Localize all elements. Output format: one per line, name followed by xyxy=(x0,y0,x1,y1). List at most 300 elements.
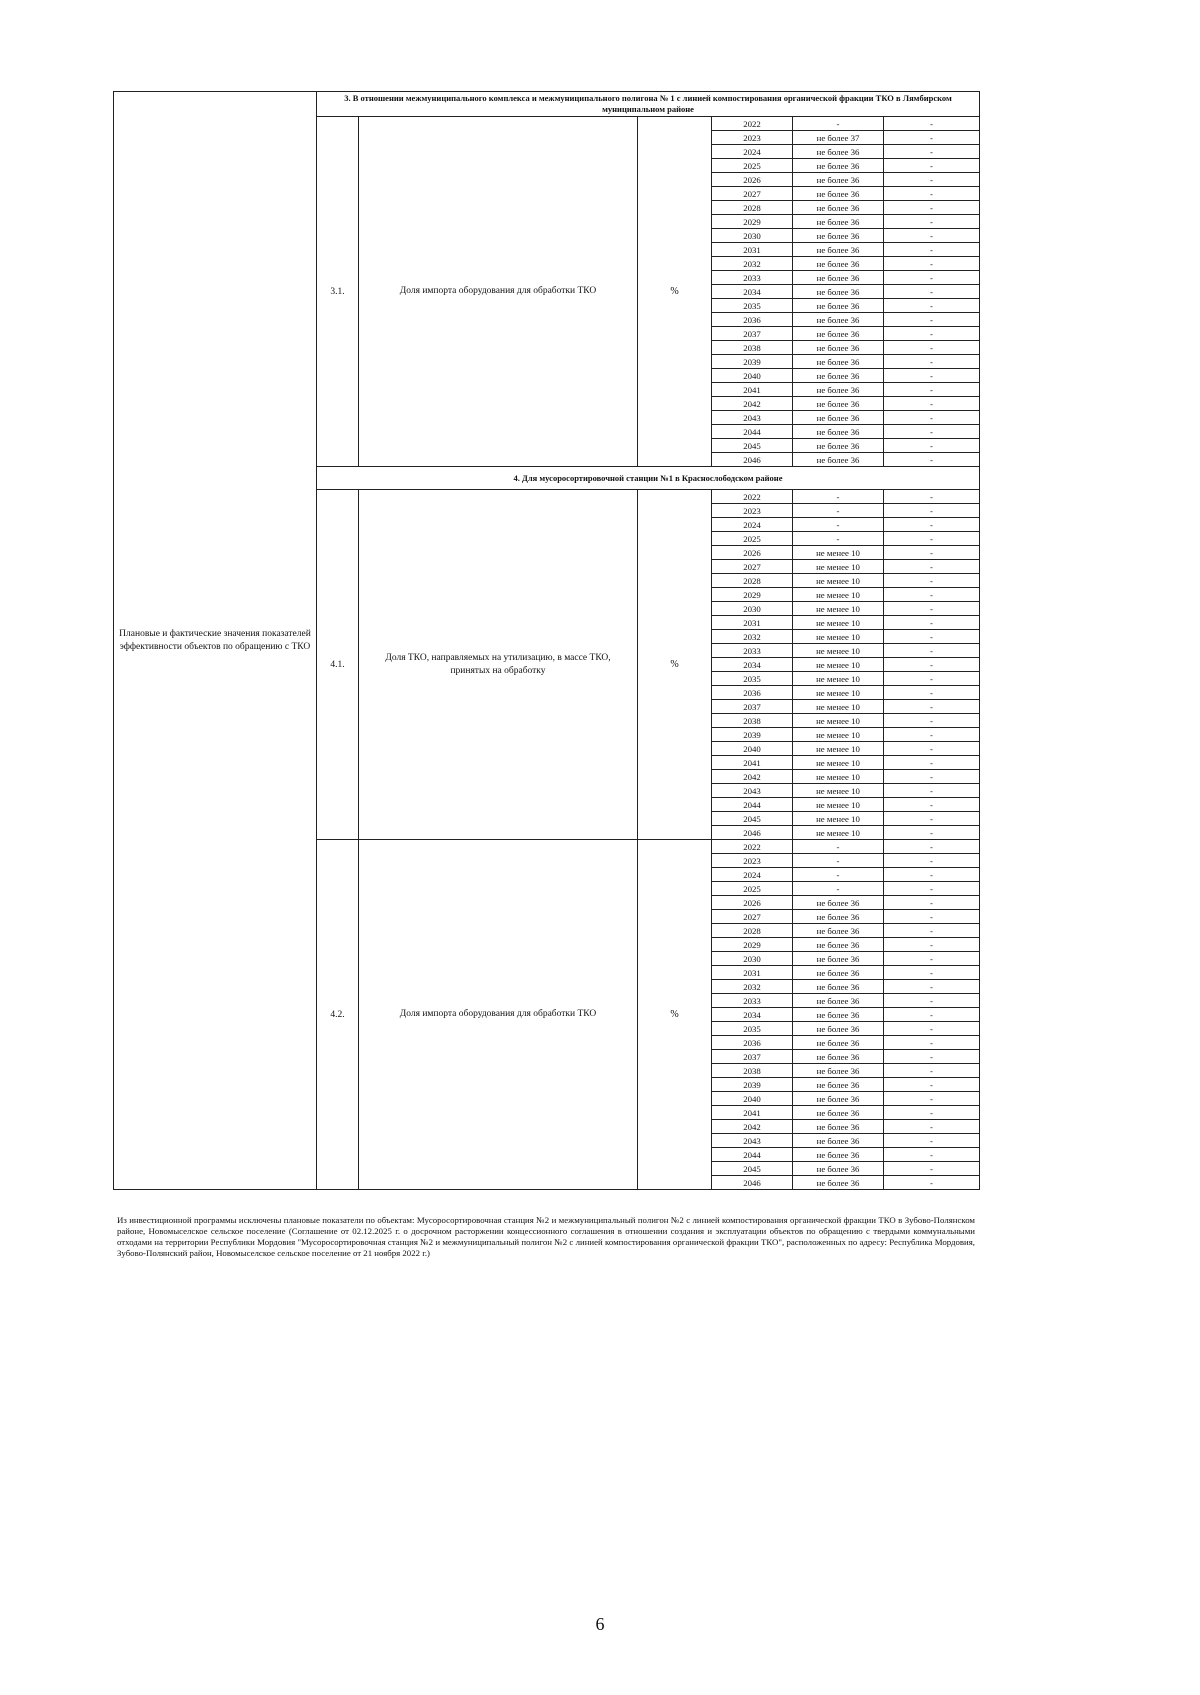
year-cell: 2040 xyxy=(712,742,793,756)
year-row xyxy=(712,439,979,453)
plan-value-cell: не более 36 xyxy=(793,952,884,966)
fact-value-cell: - xyxy=(884,145,980,159)
year-row xyxy=(712,798,979,812)
plan-value-cell: не более 36 xyxy=(793,1162,884,1176)
year-row xyxy=(712,700,979,714)
year-cell: 2031 xyxy=(712,243,793,257)
year-cell: 2045 xyxy=(712,812,793,826)
plan-value-cell: не более 36 xyxy=(793,313,884,327)
year-cell: 2045 xyxy=(712,1162,793,1176)
footnote: Из инвестиционной программы исключены плановые показатели по объектам: Мусоросортировочная станция №2 и межмуниципальный полигон №2 с линией компостирования органической фракции ТКО в Зубово-Полянском районе, Новомыселское сельское поселение (Соглашение от 02.12.2025 г. о досрочном расторжении концессионного соглашения в отношении создания и эксплуатации объектов по обращению с твердыми коммунальными отходами на территории Республики Мордовия "Мусоросортировочная станция №2 и межмуниципальный полигон №2 с линией компостирования органической фракции ТКО", расположенных по адресу: Республика Мордовия, Зубово-Полянский район, Новомыселское сельское поселение от 21 ноября 2022 г.) xyxy=(117,1215,975,1258)
fact-value-cell: - xyxy=(884,201,980,215)
fact-value-cell: - xyxy=(884,1120,980,1134)
fact-value-cell: - xyxy=(884,490,980,504)
year-cell: 2031 xyxy=(712,616,793,630)
year-cell: 2041 xyxy=(712,1106,793,1120)
year-row xyxy=(712,229,979,243)
year-row xyxy=(712,588,979,602)
plan-value-cell: не менее 10 xyxy=(793,616,884,630)
plan-value-cell: не более 36 xyxy=(793,173,884,187)
year-values-table xyxy=(712,490,979,839)
year-cell: 2039 xyxy=(712,728,793,742)
year-row xyxy=(712,714,979,728)
fact-value-cell: - xyxy=(884,672,980,686)
year-row xyxy=(712,518,979,532)
year-cell: 2024 xyxy=(712,145,793,159)
plan-value-cell: не более 36 xyxy=(793,355,884,369)
year-row xyxy=(712,490,979,504)
fact-value-cell: - xyxy=(884,994,980,1008)
year-row xyxy=(712,616,979,630)
plan-value-cell: не менее 10 xyxy=(793,546,884,560)
fact-value-cell: - xyxy=(884,602,980,616)
year-row xyxy=(712,658,979,672)
indicator-number: 3.1. xyxy=(317,117,359,467)
plan-value-cell: не более 36 xyxy=(793,1036,884,1050)
indicator-unit: % xyxy=(638,117,712,467)
fact-value-cell: - xyxy=(884,574,980,588)
year-row xyxy=(712,1036,979,1050)
year-row xyxy=(712,938,979,952)
year-row xyxy=(712,770,979,784)
year-row xyxy=(712,173,979,187)
year-row xyxy=(712,383,979,397)
fact-value-cell: - xyxy=(884,243,980,257)
plan-value-cell: не менее 10 xyxy=(793,770,884,784)
year-row xyxy=(712,952,979,966)
fact-value-cell: - xyxy=(884,644,980,658)
year-cell: 2037 xyxy=(712,700,793,714)
plan-value-cell: не менее 10 xyxy=(793,686,884,700)
fact-value-cell: - xyxy=(884,313,980,327)
plan-value-cell: не более 36 xyxy=(793,187,884,201)
year-row xyxy=(712,1050,979,1064)
fact-value-cell: - xyxy=(884,131,980,145)
year-cell: 2026 xyxy=(712,896,793,910)
plan-value-cell: - xyxy=(793,882,884,896)
plan-value-cell: не более 36 xyxy=(793,383,884,397)
year-row xyxy=(712,602,979,616)
plan-value-cell: не менее 10 xyxy=(793,700,884,714)
year-cell: 2023 xyxy=(712,504,793,518)
year-cell: 2027 xyxy=(712,910,793,924)
year-cell: 2037 xyxy=(712,327,793,341)
year-row xyxy=(712,532,979,546)
year-cell: 2037 xyxy=(712,1050,793,1064)
page-number: 6 xyxy=(595,1614,605,1634)
fact-value-cell: - xyxy=(884,117,980,131)
fact-value-cell: - xyxy=(884,896,980,910)
year-row xyxy=(712,215,979,229)
year-row xyxy=(712,313,979,327)
indicator-unit: % xyxy=(638,490,712,840)
plan-value-cell: не более 36 xyxy=(793,397,884,411)
plan-value-cell: - xyxy=(793,490,884,504)
year-row xyxy=(712,341,979,355)
fact-value-cell: - xyxy=(884,1148,980,1162)
plan-value-cell: - xyxy=(793,854,884,868)
year-cell: 2041 xyxy=(712,383,793,397)
year-row xyxy=(712,257,979,271)
year-row xyxy=(712,784,979,798)
fact-value-cell: - xyxy=(884,630,980,644)
fact-value-cell: - xyxy=(884,868,980,882)
plan-value-cell: не менее 10 xyxy=(793,798,884,812)
year-cell: 2025 xyxy=(712,882,793,896)
year-cell: 2038 xyxy=(712,341,793,355)
plan-value-cell: не менее 10 xyxy=(793,588,884,602)
year-row xyxy=(712,910,979,924)
section-3-title: 3. В отношении межмуниципального комплекса и межмуниципального полигона № 1 с линией компостирования органической фракции ТКО в Лямбирском муниципальном районе xyxy=(317,92,980,117)
plan-value-cell: не менее 10 xyxy=(793,644,884,658)
section-3-header-row xyxy=(114,92,980,117)
year-row xyxy=(712,187,979,201)
year-row xyxy=(712,327,979,341)
fact-value-cell: - xyxy=(884,439,980,453)
plan-value-cell: не менее 10 xyxy=(793,602,884,616)
year-cell: 2033 xyxy=(712,994,793,1008)
plan-value-cell: не более 36 xyxy=(793,453,884,467)
plan-value-cell: - xyxy=(793,532,884,546)
fact-value-cell: - xyxy=(884,215,980,229)
year-row xyxy=(712,756,979,770)
plan-value-cell: не более 36 xyxy=(793,1078,884,1092)
plan-value-cell: не более 36 xyxy=(793,369,884,383)
year-cell: 2029 xyxy=(712,215,793,229)
year-cell: 2030 xyxy=(712,602,793,616)
plan-value-cell: не более 36 xyxy=(793,1092,884,1106)
fact-value-cell: - xyxy=(884,327,980,341)
year-cell: 2036 xyxy=(712,313,793,327)
fact-value-cell: - xyxy=(884,700,980,714)
year-row xyxy=(712,411,979,425)
plan-value-cell: не более 37 xyxy=(793,131,884,145)
plan-value-cell: не менее 10 xyxy=(793,826,884,840)
fact-value-cell: - xyxy=(884,770,980,784)
plan-value-cell: не более 36 xyxy=(793,229,884,243)
fact-value-cell: - xyxy=(884,383,980,397)
fact-value-cell: - xyxy=(884,742,980,756)
fact-value-cell: - xyxy=(884,854,980,868)
year-cell: 2043 xyxy=(712,1134,793,1148)
plan-value-cell: не более 36 xyxy=(793,1134,884,1148)
fact-value-cell: - xyxy=(884,546,980,560)
fact-value-cell: - xyxy=(884,504,980,518)
year-row xyxy=(712,574,979,588)
year-cell: 2044 xyxy=(712,425,793,439)
year-cell: 2044 xyxy=(712,1148,793,1162)
year-values-cell xyxy=(712,490,980,840)
year-row xyxy=(712,1022,979,1036)
plan-value-cell: не более 36 xyxy=(793,1106,884,1120)
fact-value-cell: - xyxy=(884,341,980,355)
plan-value-cell: не менее 10 xyxy=(793,630,884,644)
year-row xyxy=(712,131,979,145)
plan-value-cell: не менее 10 xyxy=(793,672,884,686)
year-cell: 2046 xyxy=(712,1176,793,1190)
year-cell: 2044 xyxy=(712,798,793,812)
year-cell: 2023 xyxy=(712,131,793,145)
fact-value-cell: - xyxy=(884,980,980,994)
plan-value-cell: не менее 10 xyxy=(793,560,884,574)
fact-value-cell: - xyxy=(884,425,980,439)
fact-value-cell: - xyxy=(884,728,980,742)
year-row xyxy=(712,425,979,439)
year-cell: 2029 xyxy=(712,938,793,952)
section-4-title: 4. Для мусоросортировочной станции №1 в Краснослободском районе xyxy=(317,467,980,490)
fact-value-cell: - xyxy=(884,369,980,383)
fact-value-cell: - xyxy=(884,658,980,672)
year-cell: 2038 xyxy=(712,714,793,728)
year-row xyxy=(712,966,979,980)
plan-value-cell: не более 36 xyxy=(793,924,884,938)
year-row xyxy=(712,504,979,518)
year-row xyxy=(712,285,979,299)
plan-value-cell: не более 36 xyxy=(793,411,884,425)
plan-value-cell: не более 36 xyxy=(793,1148,884,1162)
indicators-table xyxy=(113,91,980,1190)
year-cell: 2046 xyxy=(712,826,793,840)
plan-value-cell: не более 36 xyxy=(793,215,884,229)
plan-value-cell: не более 36 xyxy=(793,1050,884,1064)
fact-value-cell: - xyxy=(884,1162,980,1176)
year-row xyxy=(712,159,979,173)
year-cell: 2027 xyxy=(712,187,793,201)
fact-value-cell: - xyxy=(884,966,980,980)
fact-value-cell: - xyxy=(884,1064,980,1078)
year-cell: 2025 xyxy=(712,159,793,173)
plan-value-cell: не более 36 xyxy=(793,285,884,299)
year-cell: 2043 xyxy=(712,784,793,798)
year-cell: 2033 xyxy=(712,271,793,285)
plan-value-cell: не менее 10 xyxy=(793,784,884,798)
fact-value-cell: - xyxy=(884,1050,980,1064)
plan-value-cell: не более 36 xyxy=(793,341,884,355)
year-cell: 2028 xyxy=(712,574,793,588)
fact-value-cell: - xyxy=(884,532,980,546)
year-row xyxy=(712,826,979,840)
indicator-name: Доля импорта оборудования для обработки ТКО xyxy=(359,117,638,467)
year-row xyxy=(712,854,979,868)
year-cell: 2039 xyxy=(712,1078,793,1092)
year-row xyxy=(712,453,979,467)
year-row xyxy=(712,145,979,159)
year-row xyxy=(712,1106,979,1120)
year-row xyxy=(712,355,979,369)
fact-value-cell: - xyxy=(884,411,980,425)
fact-value-cell: - xyxy=(884,952,980,966)
year-values-table xyxy=(712,840,979,1189)
plan-value-cell: не более 36 xyxy=(793,980,884,994)
fact-value-cell: - xyxy=(884,1176,980,1190)
year-row xyxy=(712,1134,979,1148)
indicator-name: Доля импорта оборудования для обработки ТКО xyxy=(359,840,638,1190)
year-cell: 2031 xyxy=(712,966,793,980)
year-values-cell xyxy=(712,840,980,1190)
fact-value-cell: - xyxy=(884,1106,980,1120)
fact-value-cell: - xyxy=(884,812,980,826)
year-cell: 2025 xyxy=(712,532,793,546)
year-row xyxy=(712,1176,979,1190)
fact-value-cell: - xyxy=(884,616,980,630)
fact-value-cell: - xyxy=(884,453,980,467)
plan-value-cell: не более 36 xyxy=(793,994,884,1008)
fact-value-cell: - xyxy=(884,826,980,840)
indicator-number: 4.2. xyxy=(317,840,359,1190)
year-row xyxy=(712,299,979,313)
year-row xyxy=(712,686,979,700)
year-row xyxy=(712,1162,979,1176)
year-cell: 2034 xyxy=(712,285,793,299)
plan-value-cell: не более 36 xyxy=(793,159,884,173)
year-row xyxy=(712,672,979,686)
plan-value-cell: не менее 10 xyxy=(793,742,884,756)
year-row xyxy=(712,994,979,1008)
year-cell: 2043 xyxy=(712,411,793,425)
fact-value-cell: - xyxy=(884,229,980,243)
fact-value-cell: - xyxy=(884,1078,980,1092)
year-row xyxy=(712,1078,979,1092)
year-cell: 2042 xyxy=(712,397,793,411)
plan-value-cell: не более 36 xyxy=(793,327,884,341)
year-row xyxy=(712,546,979,560)
fact-value-cell: - xyxy=(884,910,980,924)
plan-value-cell: не менее 10 xyxy=(793,812,884,826)
indicator-unit: % xyxy=(638,840,712,1190)
year-row xyxy=(712,1008,979,1022)
year-row xyxy=(712,840,979,854)
fact-value-cell: - xyxy=(884,882,980,896)
plan-value-cell: не более 36 xyxy=(793,1176,884,1190)
year-row xyxy=(712,868,979,882)
year-cell: 2035 xyxy=(712,299,793,313)
plan-value-cell: не более 36 xyxy=(793,1008,884,1022)
plan-value-cell: не более 36 xyxy=(793,257,884,271)
fact-value-cell: - xyxy=(884,397,980,411)
year-cell: 2032 xyxy=(712,980,793,994)
year-row xyxy=(712,1092,979,1106)
year-cell: 2030 xyxy=(712,229,793,243)
year-row xyxy=(712,1148,979,1162)
year-row xyxy=(712,742,979,756)
year-row xyxy=(712,882,979,896)
year-row xyxy=(712,201,979,215)
year-cell: 2040 xyxy=(712,1092,793,1106)
fact-value-cell: - xyxy=(884,756,980,770)
row-label: Плановые и фактические значения показателей эффективности объектов по обращению с ТКО xyxy=(114,92,317,1190)
year-row xyxy=(712,630,979,644)
plan-value-cell: - xyxy=(793,504,884,518)
indicator-number: 4.1. xyxy=(317,490,359,840)
fact-value-cell: - xyxy=(884,285,980,299)
year-row xyxy=(712,896,979,910)
plan-value-cell: не более 36 xyxy=(793,1064,884,1078)
year-cell: 2045 xyxy=(712,439,793,453)
fact-value-cell: - xyxy=(884,1036,980,1050)
plan-value-cell: не более 36 xyxy=(793,1120,884,1134)
year-cell: 2041 xyxy=(712,756,793,770)
year-cell: 2034 xyxy=(712,1008,793,1022)
year-row xyxy=(712,812,979,826)
plan-value-cell: не более 36 xyxy=(793,271,884,285)
plan-value-cell: не более 36 xyxy=(793,243,884,257)
year-row xyxy=(712,1064,979,1078)
year-cell: 2030 xyxy=(712,952,793,966)
year-cell: 2032 xyxy=(712,257,793,271)
plan-value-cell: не менее 10 xyxy=(793,714,884,728)
fact-value-cell: - xyxy=(884,1134,980,1148)
year-cell: 2038 xyxy=(712,1064,793,1078)
fact-value-cell: - xyxy=(884,257,980,271)
fact-value-cell: - xyxy=(884,1022,980,1036)
plan-value-cell: не более 36 xyxy=(793,966,884,980)
year-cell: 2028 xyxy=(712,201,793,215)
year-values-cell xyxy=(712,117,980,467)
fact-value-cell: - xyxy=(884,924,980,938)
fact-value-cell: - xyxy=(884,1008,980,1022)
plan-value-cell: - xyxy=(793,518,884,532)
year-row xyxy=(712,117,979,131)
year-cell: 2022 xyxy=(712,490,793,504)
year-row xyxy=(712,369,979,383)
fact-value-cell: - xyxy=(884,686,980,700)
year-row xyxy=(712,728,979,742)
year-cell: 2022 xyxy=(712,840,793,854)
plan-value-cell: не более 36 xyxy=(793,425,884,439)
fact-value-cell: - xyxy=(884,798,980,812)
year-cell: 2034 xyxy=(712,658,793,672)
year-cell: 2024 xyxy=(712,868,793,882)
year-cell: 2042 xyxy=(712,1120,793,1134)
fact-value-cell: - xyxy=(884,299,980,313)
fact-value-cell: - xyxy=(884,784,980,798)
plan-value-cell: не менее 10 xyxy=(793,728,884,742)
year-cell: 2029 xyxy=(712,588,793,602)
year-cell: 2036 xyxy=(712,1036,793,1050)
year-row xyxy=(712,980,979,994)
plan-value-cell: не более 36 xyxy=(793,910,884,924)
plan-value-cell: не менее 10 xyxy=(793,658,884,672)
year-cell: 2028 xyxy=(712,924,793,938)
plan-value-cell: не более 36 xyxy=(793,896,884,910)
year-cell: 2035 xyxy=(712,1022,793,1036)
year-cell: 2032 xyxy=(712,630,793,644)
year-cell: 2026 xyxy=(712,546,793,560)
fact-value-cell: - xyxy=(884,1092,980,1106)
year-row xyxy=(712,1120,979,1134)
year-row xyxy=(712,271,979,285)
year-cell: 2033 xyxy=(712,644,793,658)
year-cell: 2022 xyxy=(712,117,793,131)
year-cell: 2023 xyxy=(712,854,793,868)
fact-value-cell: - xyxy=(884,938,980,952)
plan-value-cell: - xyxy=(793,840,884,854)
fact-value-cell: - xyxy=(884,355,980,369)
year-row xyxy=(712,397,979,411)
year-cell: 2042 xyxy=(712,770,793,784)
plan-value-cell: не более 36 xyxy=(793,938,884,952)
year-cell: 2024 xyxy=(712,518,793,532)
plan-value-cell: не менее 10 xyxy=(793,574,884,588)
indicator-name: Доля ТКО, направляемых на утилизацию, в массе ТКО, принятых на обработку xyxy=(359,490,638,840)
plan-value-cell: не более 36 xyxy=(793,1022,884,1036)
year-cell: 2040 xyxy=(712,369,793,383)
year-row xyxy=(712,560,979,574)
plan-value-cell: не более 36 xyxy=(793,299,884,313)
plan-value-cell: - xyxy=(793,117,884,131)
fact-value-cell: - xyxy=(884,840,980,854)
fact-value-cell: - xyxy=(884,271,980,285)
